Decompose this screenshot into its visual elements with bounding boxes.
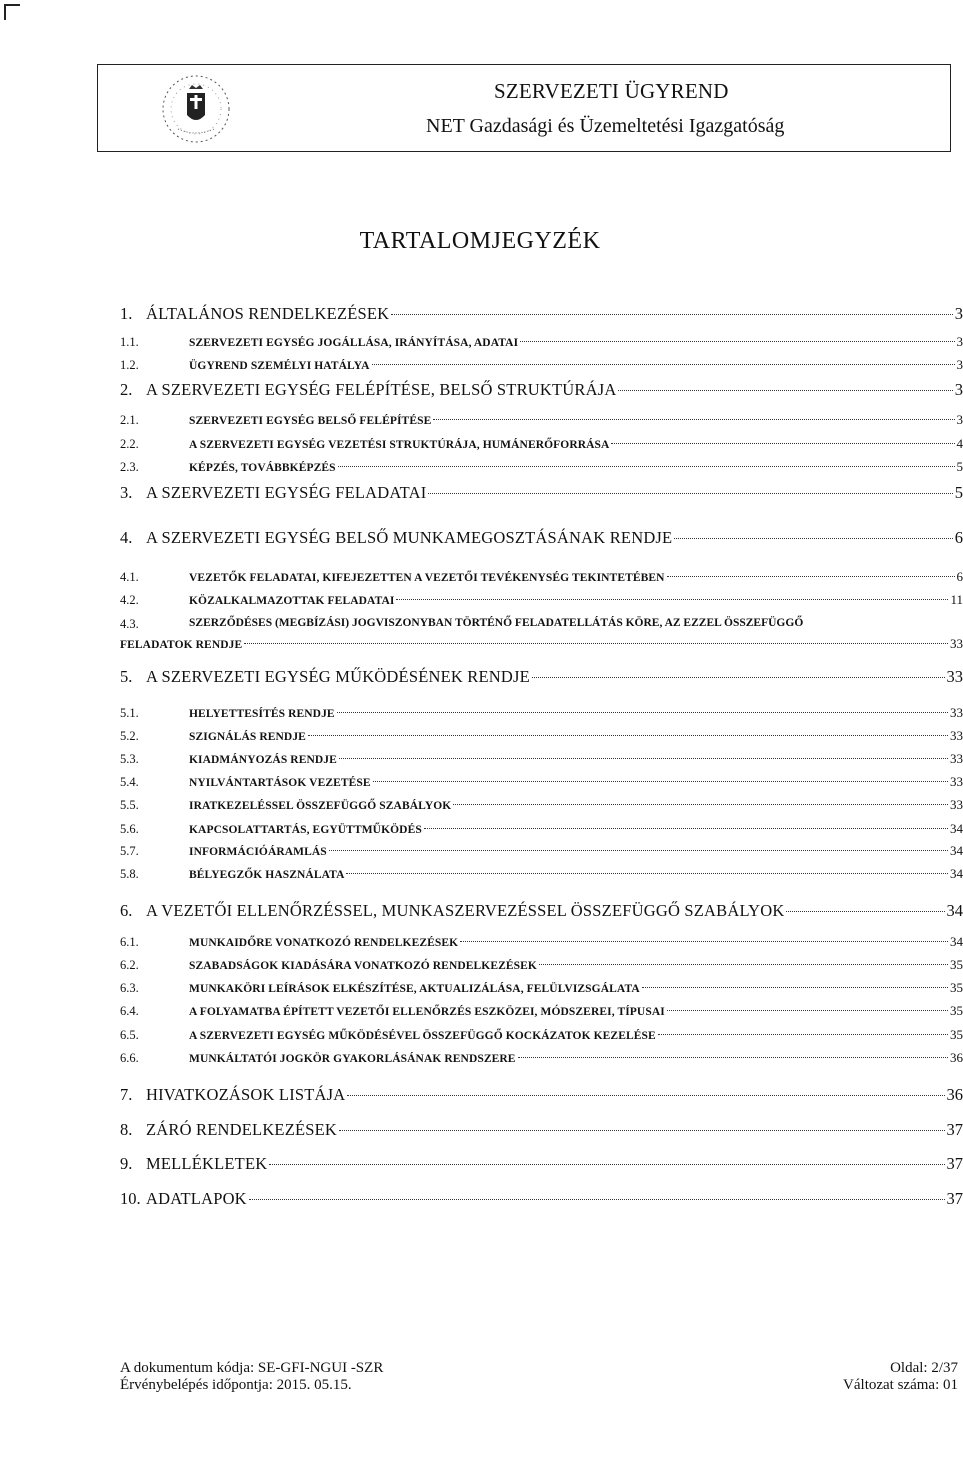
- toc-entry-label: A VEZETŐI ELLENŐRZÉSSEL, MUNKASZERVEZÉSSEL ÖSSZEFÜGGŐ SZABÁLYOK: [146, 901, 785, 920]
- dot-leader: [667, 1010, 948, 1011]
- toc-entry-page: 6: [954, 528, 963, 547]
- page-number: Oldal: 2/37: [890, 1360, 958, 1376]
- toc-entry-label: KIADMÁNYOZÁS RENDJE: [189, 754, 337, 766]
- toc-subsection[interactable]: [120, 934, 963, 950]
- toc-entry-number: 6.5.: [120, 1028, 139, 1042]
- toc-entry-page: 34: [950, 866, 963, 881]
- dot-leader: [539, 964, 948, 965]
- toc-entry-number: 3.: [120, 483, 133, 502]
- dot-leader: [337, 712, 948, 713]
- document-code: A dokumentum kódja: SE-GFI-NGUI -SZR: [120, 1360, 384, 1376]
- toc-entry-number: 5.7.: [120, 844, 139, 858]
- dot-leader: [339, 758, 948, 759]
- toc-entry-label: SZERZŐDÉSES (MEGBÍZÁSI) JOGVISZONYBAN TÖRTÉNŐ FELADATELLÁTÁS KÖRE, AZ EZZEL ÖSSZEFÜGGŐ: [189, 617, 804, 629]
- toc-entry-page: 37: [946, 1120, 963, 1139]
- university-seal-logo: [156, 71, 236, 147]
- toc-entry-label-continuation: FELADATOK RENDJE: [120, 639, 243, 651]
- toc-entry-page: 35: [950, 1027, 963, 1042]
- dot-leader: [373, 781, 948, 782]
- toc-entry-number: 1.: [120, 304, 133, 323]
- toc-entry-page: 35: [950, 1003, 963, 1018]
- toc-entry-number: 5.6.: [120, 822, 139, 836]
- toc-entry-number: 4.1.: [120, 570, 139, 584]
- toc-entry-page: 33: [950, 774, 963, 789]
- toc-entry-number: 6.6.: [120, 1051, 139, 1065]
- toc-entry-label: MUNKAKÖRI LEÍRÁSOK ELKÉSZÍTÉSE, AKTUALIZÁLÁSA, FELÜLVIZSGÁLATA: [189, 983, 640, 995]
- dot-leader: [424, 828, 948, 829]
- toc-subsection[interactable]: [120, 705, 963, 721]
- toc-entry-number: 9.: [120, 1154, 133, 1173]
- toc-entry-page: 3: [954, 304, 963, 323]
- dot-leader: [396, 599, 948, 600]
- toc-subsection[interactable]: [120, 774, 963, 790]
- toc-entry-label: A SZERVEZETI EGYSÉG BELSŐ MUNKAMEGOSZTÁSÁNAK RENDJE: [146, 528, 673, 547]
- toc-entry-label: MELLÉKLETEK: [146, 1154, 268, 1173]
- toc-entry-number: 5.1.: [120, 706, 139, 720]
- toc-section[interactable]: [120, 1189, 963, 1209]
- toc-entry-number: 5.3.: [120, 752, 139, 766]
- toc-entry-page: 34: [950, 843, 963, 858]
- dot-leader: [674, 538, 952, 539]
- toc-section[interactable]: [120, 1154, 963, 1174]
- dot-leader: [611, 443, 954, 444]
- toc-entry-page: 34: [950, 821, 963, 836]
- toc-entry-number: 8.: [120, 1120, 133, 1139]
- toc-subsection[interactable]: [120, 957, 963, 973]
- toc-section[interactable]: [120, 304, 963, 324]
- document-footer: [120, 1360, 958, 1394]
- toc-subsection[interactable]: [120, 1027, 963, 1043]
- toc-entry[interactable]: [120, 617, 963, 632]
- dot-leader: [347, 1095, 944, 1096]
- toc-entry-number: 7.: [120, 1085, 133, 1104]
- toc-entry-label: KÖZALKALMAZOTTAK FELADATAI: [189, 595, 395, 607]
- toc-entry-page: 5: [956, 459, 963, 474]
- toc-entry-page: 37: [946, 1189, 963, 1208]
- dot-leader: [338, 466, 955, 467]
- dot-leader: [269, 1164, 944, 1165]
- toc-subsection[interactable]: [120, 843, 963, 859]
- toc-entry-label: KAPCSOLATTARTÁS, EGYÜTTMŰKÖDÉS: [189, 824, 422, 836]
- toc-entry-label: SZERVEZETI EGYSÉG JOGÁLLÁSA, IRÁNYÍTÁSA, ADATAI: [189, 337, 519, 349]
- toc-entry-page: 3: [956, 357, 963, 372]
- toc-entry-page: 35: [950, 980, 963, 995]
- toc-entry-page: 33: [950, 728, 963, 743]
- toc-section[interactable]: [120, 1085, 963, 1105]
- toc-entry-page: 34: [950, 934, 963, 949]
- toc-entry-number: 5.2.: [120, 729, 139, 743]
- toc-entry-page: 33: [950, 751, 963, 766]
- toc-entry-label: BÉLYEGZŐK HASZNÁLATA: [189, 869, 345, 881]
- toc-entry-label: A SZERVEZETI EGYSÉG VEZETÉSI STRUKTÚRÁJA, HUMÁNERŐFORRÁSA: [189, 439, 610, 451]
- toc-subsection[interactable]: [120, 797, 963, 813]
- toc-entry-number: 6.: [120, 901, 133, 920]
- toc-entry-page: 35: [950, 957, 963, 972]
- toc-entry-label: ÁLTALÁNOS RENDELKEZÉSEK: [146, 304, 390, 323]
- toc-entry-label: HELYETTESÍTÉS RENDJE: [189, 708, 335, 720]
- document-type-title: SZERVEZETI ÜGYREND: [494, 79, 729, 103]
- toc-entry-label: ADATLAPOK: [146, 1189, 247, 1208]
- document-header: [97, 64, 951, 152]
- toc-entry-label: ÜGYREND SZEMÉLYI HATÁLYA: [189, 360, 370, 372]
- toc-entry-number: 5.: [120, 667, 133, 686]
- dot-leader: [329, 850, 948, 851]
- dot-leader: [346, 873, 948, 874]
- toc-entry-number: 6.3.: [120, 981, 139, 995]
- toc-entry-number: 2.1.: [120, 413, 139, 427]
- toc-subsection[interactable]: [120, 357, 963, 373]
- toc-subsection[interactable]: [120, 980, 963, 996]
- toc-entry-label: VEZETŐK FELADATAI, KIFEJEZETTEN A VEZETŐI TEVÉKENYSÉG TEKINTETÉBEN: [189, 572, 665, 584]
- toc-entry-page: 36: [950, 1050, 963, 1065]
- toc-entry-page: 4: [956, 436, 963, 451]
- toc-entry-label: A SZERVEZETI EGYSÉG MŰKÖDÉSÉVEL ÖSSZEFÜGGŐ KOCKÁZATOK KEZELÉSE: [189, 1030, 656, 1042]
- toc-subsection[interactable]: [120, 1003, 963, 1019]
- toc-subsection[interactable]: [120, 1050, 963, 1066]
- toc-entry-number: 6.1.: [120, 935, 139, 949]
- dot-leader: [460, 941, 948, 942]
- dot-leader: [308, 735, 948, 736]
- toc-subsection[interactable]: [120, 436, 963, 452]
- dot-leader: [339, 1130, 944, 1131]
- toc-section[interactable]: [120, 1120, 963, 1140]
- toc-entry-page: 3: [956, 334, 963, 349]
- organization-name: NET Gazdasági és Üzemeltetési Igazgatóság: [426, 115, 785, 137]
- toc-entry-number: 6.2.: [120, 958, 139, 972]
- toc-entry-continuation[interactable]: [120, 636, 963, 652]
- toc-entry-page: 33: [950, 797, 963, 812]
- toc-section[interactable]: [120, 667, 963, 687]
- toc-entry-number: 10.: [120, 1189, 141, 1208]
- toc-entry-page: 11: [950, 592, 963, 607]
- toc-section[interactable]: [120, 483, 963, 503]
- dot-leader: [786, 911, 944, 912]
- dot-leader: [372, 364, 955, 365]
- toc-entry-page: 36: [946, 1085, 963, 1104]
- toc-entry-number: 5.5.: [120, 798, 139, 812]
- toc-subsection[interactable]: [120, 412, 963, 428]
- toc-section[interactable]: [120, 528, 963, 548]
- dot-leader: [428, 493, 952, 494]
- dot-leader: [391, 314, 952, 315]
- toc-entry-number: 1.2.: [120, 358, 139, 372]
- dot-leader: [244, 643, 948, 644]
- scan-corner-mark: [4, 4, 20, 20]
- toc-entry-number: 4.: [120, 528, 133, 547]
- toc-entry-label: KÉPZÉS, TOVÁBBKÉPZÉS: [189, 462, 336, 474]
- toc-entry-page: 37: [946, 1154, 963, 1173]
- toc-entry-label: A FOLYAMATBA ÉPÍTETT VEZETŐI ELLENŐRZÉS ESZKÖZEI, MÓDSZEREI, TÍPUSAI: [189, 1006, 665, 1018]
- toc-entry-number: 5.4.: [120, 775, 139, 789]
- dot-leader: [658, 1034, 948, 1035]
- toc-entry-label: HIVATKOZÁSOK LISTÁJA: [146, 1085, 346, 1104]
- toc-entry-page: 5: [954, 483, 963, 502]
- toc-subsection[interactable]: [120, 751, 963, 767]
- toc-heading: TARTALOMJEGYZÉK: [359, 228, 601, 254]
- toc-entry-label: A SZERVEZETI EGYSÉG FELADATAI: [146, 483, 427, 502]
- toc-entry-label: SZABADSÁGOK KIADÁSÁRA VONATKOZÓ RENDELKEZÉSEK: [189, 960, 537, 972]
- toc-entry-page: 6: [956, 569, 963, 584]
- toc-entry-label: MUNKAIDŐRE VONATKOZÓ RENDELKEZÉSEK: [189, 937, 459, 949]
- dot-leader: [642, 987, 948, 988]
- toc-entry-number: 2.2.: [120, 437, 139, 451]
- toc-entry-page: 33: [950, 636, 963, 651]
- toc-entry-page: 34: [946, 901, 963, 920]
- toc-entry-page: 33: [946, 667, 963, 686]
- dot-leader: [453, 804, 948, 805]
- toc-subsection[interactable]: [120, 459, 963, 475]
- toc-entry-number: 4.2.: [120, 593, 139, 607]
- toc-entry-number: 2.: [120, 380, 133, 399]
- toc-entry-number: 1.1.: [120, 335, 139, 349]
- toc-entry-number: 2.3.: [120, 460, 139, 474]
- effective-date: Érvénybelépés időpontja: 2015. 05.15.: [120, 1377, 352, 1393]
- toc-subsection[interactable]: [120, 334, 963, 350]
- toc-entry-label: A SZERVEZETI EGYSÉG MŰKÖDÉSÉNEK RENDJE: [146, 667, 530, 686]
- version-number: Változat száma: 01: [843, 1377, 958, 1393]
- dot-leader: [518, 1057, 948, 1058]
- toc-entry-label: INFORMÁCIÓÁRAMLÁS: [189, 846, 327, 858]
- toc-entry-number: 6.4.: [120, 1004, 139, 1018]
- toc-entry-label: SZERVEZETI EGYSÉG BELSŐ FELÉPÍTÉSE: [189, 415, 432, 427]
- toc-subsection[interactable]: [120, 592, 963, 608]
- toc-subsection[interactable]: [120, 866, 963, 882]
- dot-leader: [520, 341, 954, 342]
- toc-entry-number: 5.8.: [120, 867, 139, 881]
- toc-subsection[interactable]: [120, 728, 963, 744]
- toc-subsection[interactable]: [120, 821, 963, 837]
- toc-entry-label: SZIGNÁLÁS RENDJE: [189, 731, 306, 743]
- toc-section[interactable]: [120, 380, 963, 400]
- toc-entry-page: 3: [956, 412, 963, 427]
- dot-leader: [667, 576, 955, 577]
- dot-leader: [618, 390, 952, 391]
- toc-entry-label: ZÁRÓ RENDELKEZÉSEK: [146, 1120, 338, 1139]
- toc-entry-label: NYILVÁNTARTÁSOK VEZETÉSE: [189, 777, 371, 789]
- toc-entry-number: 4.3.: [120, 617, 139, 631]
- toc-entry-page: 3: [954, 380, 963, 399]
- toc-entry-page: 33: [950, 705, 963, 720]
- toc-section[interactable]: [120, 901, 963, 921]
- toc-entry-label: MUNKÁLTATÓI JOGKÖR GYAKORLÁSÁNAK RENDSZERE: [189, 1053, 516, 1065]
- toc-subsection[interactable]: [120, 569, 963, 585]
- dot-leader: [532, 677, 945, 678]
- toc-entry-label: A SZERVEZETI EGYSÉG FELÉPÍTÉSE, BELSŐ STRUKTÚRÁJA: [146, 380, 617, 399]
- dot-leader: [433, 419, 954, 420]
- toc-entry-label: IRATKEZELÉSSEL ÖSSZEFÜGGŐ SZABÁLYOK: [189, 800, 452, 812]
- dot-leader: [249, 1199, 945, 1200]
